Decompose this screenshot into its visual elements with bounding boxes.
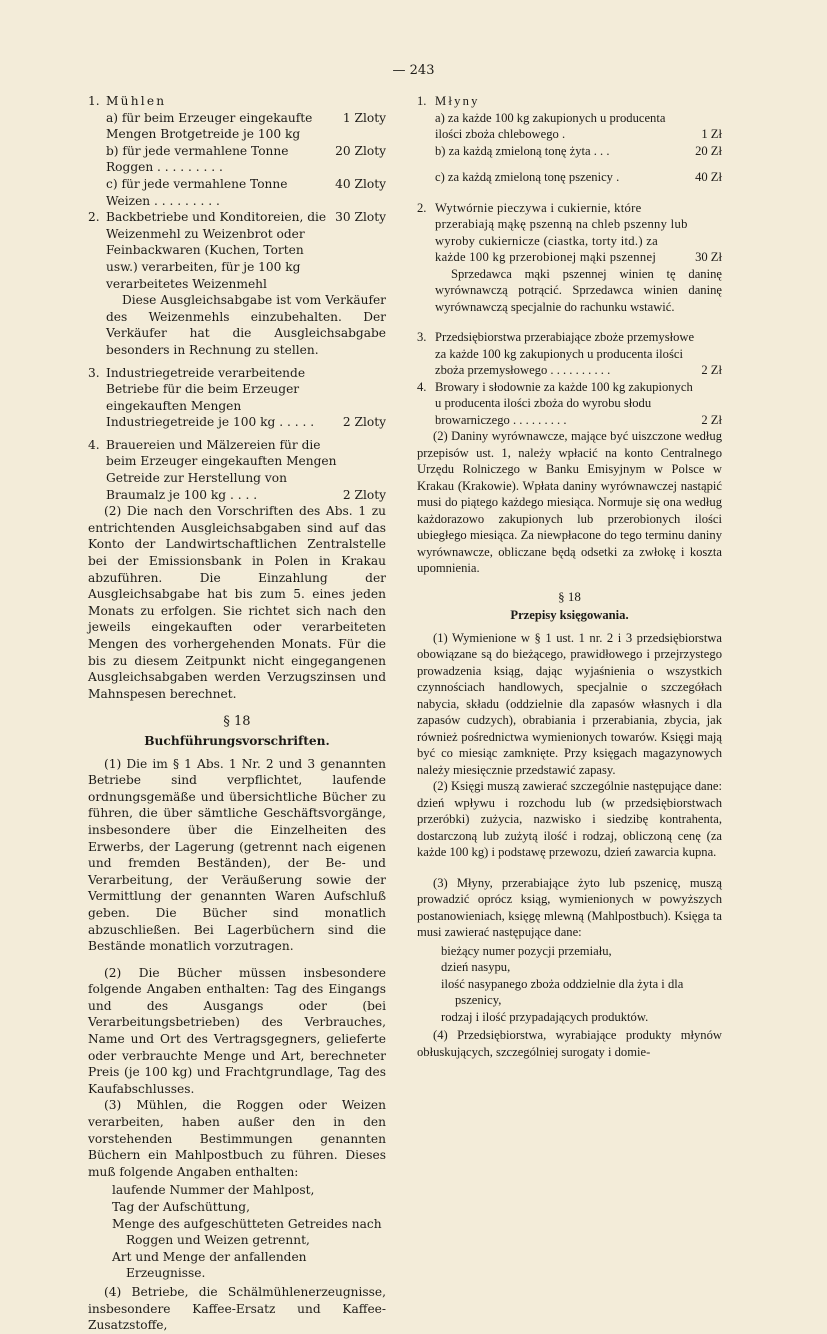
list-item: Tag der Aufschüttung, xyxy=(112,1200,250,1214)
pl-item-2-value: 30 Zł xyxy=(695,250,722,264)
list-item: laufende Nummer der Mahlpost, xyxy=(112,1183,315,1198)
de-item-1c-text: c) für jede vermahlene Tonne Weizen . . . . . . . . . xyxy=(106,176,288,208)
pl-item-4 xyxy=(417,379,722,429)
pl-section-number: § 18 xyxy=(558,588,581,604)
de-section-p3: (3) Mühlen, die Roggen oder Weizen verarbeiten, haben außer den in den vorstehenden Bestimmungen genannten Büchern ein Mahlpostbuch zu führen. Dieses muß folgende Angaben enthalten: xyxy=(88,1098,386,1179)
page-number: — 243 xyxy=(392,63,435,78)
de-item-4-text: Brauereien und Mälzereien für die beim Erzeuger eingekauften Mengen Getreide zur Herstellung von Braumalz je 100 kg . . . . xyxy=(106,437,337,502)
pl-section-p2: (2) Księgi muszą zawierać szczególnie następujące dane: dzień wpływu i rozchodu lub (w przedsiębiorstwach przeróbki) zużycia, nazwisko i siedzibę kontrahenta, dostarczoną lub zużytą ilość i rodzaj, obliczoną cenę (za każde 100 kg) i podstawę przewozu, dzień zawarcia kupna. xyxy=(417,779,722,859)
list-item: Art und Menge der anfallenden Erzeugnisse. xyxy=(112,1249,307,1281)
list-item: bieżący numer pozycji przemiału, xyxy=(441,943,612,958)
pl-item-4-number: 4. xyxy=(417,379,427,394)
pl-section-p3: (3) Młyny, przerabiające żyto lub pszenicę, muszą prowadzić oprócz ksiąg, wymienionych w powyższych postanowieniach, księgę mlewną (Mahlpostbuch). Księga ta musi zawierać następujące dane: xyxy=(417,875,722,939)
pl-item-1-number: 1. xyxy=(417,94,427,108)
pl-item-1c-value: 40 Zł xyxy=(695,170,722,184)
de-item-4-value: 2 Zloty xyxy=(342,487,386,502)
pl-item-3 xyxy=(417,329,722,379)
pl-item-1 xyxy=(417,93,722,186)
de-item-1a xyxy=(106,110,386,143)
de-item-1b xyxy=(106,143,386,176)
de-item-2 xyxy=(88,209,386,358)
de-section-p4: (4) Betriebe, die Schälmühlenerzeugnisse, insbesondere Kaffee-Ersatz und Kaffee-Zusatzstoffe, xyxy=(88,1284,386,1333)
de-item-2-value: 30 Zloty xyxy=(335,210,386,225)
list-item: ilość nasypanego zboża oddzielnie dla żyta i dla pszenicy, xyxy=(441,976,684,1007)
de-item-3-number: 3. xyxy=(88,365,100,380)
de-item-1-title: Mühlen xyxy=(106,94,167,108)
pl-item-1c-text: c) za każdą zmieloną tonę pszenicy . xyxy=(435,170,620,184)
de-item-2-number: 2. xyxy=(88,210,100,225)
de-item-2-row xyxy=(106,209,386,292)
de-item-1a-text: a) für beim Erzeuger eingekaufte Mengen Brotgetreide je 100 kg xyxy=(106,110,313,142)
de-section-p1: (1) Die im § 1 Abs. 1 Nr. 2 und 3 genannten Betriebe sind verpflichtet, laufende ordnungsgemäße und übersichtliche Bücher zu führen, die über sämtliche Geschäftsvorgänge, insbesondere über die Einzelheiten des Erwerbs, der Lagerung (getrennt nach eigenen und fremden Beständen), der Be- und Verarbeitung, der Veräußerung sowie der Vermittlung der genannten Waren Aufschluß geben. Die Bücher sind monatlich abzuschließen. Bei Lagerbüchern sind die Bestände monatlich vorzutragen. xyxy=(88,756,386,954)
de-paragraph-2: (2) Die nach den Vorschriften des Abs. 1 zu entrichtenden Ausgleichsabgaben sind auf das Konto der Landwirtschaftlichen Zentralstelle bei der Emissionsbank in Polen in Krakau abzuführen. Die Einzahlung der Ausgleichsabgabe hat bis zum 5. eines jeden Monats zu erfolgen. Sie richtet sich nach den jeweils eingekauften oder verarbeiteten Mengen des vorhergehenden Monats. Für die bis zu diesem Zeitpunkt nicht eingegangenen Ausgleichsabgaben werden Verzugszinsen und Mahnspesen berechnet. xyxy=(88,504,386,701)
pl-item-1b xyxy=(435,143,722,160)
pl-section-p4: (4) Przedsiębiorstwa, wyrabiające produkty młynów obłuskujących, szczególniej surogaty i domie- xyxy=(417,1028,722,1059)
de-item-2-note: Diese Ausgleichsabgabe ist vom Verkäufer des Weizenmehls einzubehalten. Der Verkäufer hat die Ausgleichsabgabe besonders in Rechnung zu stellen. xyxy=(106,293,386,357)
polish-column xyxy=(417,93,722,1060)
de-section-title: Buchführungsvorschriften. xyxy=(144,733,330,748)
pl-item-1b-value: 20 Zł xyxy=(695,143,722,158)
pl-item-2-note: Sprzedawca mąki pszennej winien tę daninę wyrównawczą potrącić. Sprzedawca winien daninę wyrównawczą specjalnie do rachunku wstawić. xyxy=(435,266,722,314)
pl-item-3-value: 2 Zł xyxy=(701,363,722,377)
de-item-1a-value: 1 Zloty xyxy=(342,110,386,125)
pl-item-2-text: Wytwórnie pieczywa i cukiernie, które przerabiają mąkę pszenną na chleb pszenny lub wyroby cukiernicze (ciastka, torty itd.) za każde 100 kg przerobionej mąki pszennej xyxy=(435,200,688,264)
de-item-2-text: Backbetriebe und Konditoreien, die Weizenmehl zu Weizenbrot oder Feinbackwaren (Kuchen, Torten usw.) verarbeiten, für je 100 kg verarbeitetes Weizenmehl xyxy=(106,210,327,291)
pl-item-3-text: Przedsiębiorstwa przerabiające zboże przemysłowe za każde 100 kg zakupionych u producenta ilości zboża przemysłowego . . . . . . . . . . xyxy=(435,330,695,377)
pl-item-4-text: Browary i słodownie za każde 100 kg zakupionych u producenta ilości zboża do wyrobu słodu browarniczego . . . . . . . . . xyxy=(435,379,693,427)
de-item-1b-text: b) für jede vermahlene Tonne Roggen . . . . . . . . . xyxy=(106,143,289,175)
german-column xyxy=(88,93,386,1334)
de-section-number: § 18 xyxy=(223,714,251,730)
de-item-1b-value: 20 Zloty xyxy=(335,143,386,158)
list-item: dzień nasypu, xyxy=(441,960,511,974)
pl-item-2-number: 2. xyxy=(417,200,427,215)
de-item-3 xyxy=(88,365,386,431)
de-item-4 xyxy=(88,437,386,503)
pl-mahlpost-list xyxy=(441,943,722,1026)
pl-item-3-number: 3. xyxy=(417,330,427,344)
pl-section-p1: (1) Wymienione w § 1 ust. 1 nr. 2 i 3 przedsiębiorstwa obowiązane są do bieżącego, prawidłowego i przejrzystego prowadzenia ksiąg, dając wyjaśnienia o wszystkich czynnościach handlowych, specjalnie o szczegółach nabycia, składu (oddzielnie dla zapasów własnych i dla zapasów cudzych), obrabiania i przerabiania, zbycia, jak również pośrednictwa wymienionych towarów. Księgi mają być co miesiąc zamknięte. Przy księgach magazynowych należy miesięcznie przedstawić zapasy. xyxy=(417,630,722,777)
pl-item-1b-text: b) za każdą zmieloną tonę żyta . . . xyxy=(435,143,610,158)
pl-item-2-row xyxy=(435,200,722,266)
de-item-1c-value: 40 Zloty xyxy=(335,176,386,191)
list-item: Menge des aufgeschütteten Getreides nach Roggen und Weizen getrennt, xyxy=(112,1216,382,1248)
de-item-1-number: 1. xyxy=(88,94,100,108)
pl-item-1a-text: a) za każde 100 kg zakupionych u producenta ilości zboża chlebowego . xyxy=(435,110,666,141)
de-item-1 xyxy=(88,93,386,209)
pl-item-2 xyxy=(417,200,722,316)
pl-item-1-title: Młyny xyxy=(435,94,480,108)
list-item: rodzaj i ilość przypadających produktów. xyxy=(441,1009,649,1024)
pl-paragraph-2: (2) Daniny wyrównawcze, mające być uiszczone według przepisów ust. 1, należy wpłacić na konto Centralnego Urzędu Rolniczego w Banku Emisyjnym w Polsce w Krakau (Krakowie). Wpłata daniny wyrównawczej nastąpić musi do piątego każdego miesiąca. Normuje się ona według każdorazowo zakupionych lub przerobionych ilości ubiegłego miesiąca. Za niewpłacone do tego terminu daniny wyrównawcze, obliczane będą odsetki za zwłokę i koszta upomnienia. xyxy=(417,429,722,575)
de-mahlpost-list xyxy=(112,1182,386,1282)
de-item-3-text: Industriegetreide verarbeitende Betriebe für die beim Erzeuger eingekauften Mengen Industriegetreide je 100 kg . . . . . xyxy=(106,365,315,430)
pl-item-1c xyxy=(435,169,722,186)
de-item-3-value: 2 Zloty xyxy=(342,415,386,430)
de-item-4-number: 4. xyxy=(88,437,100,452)
pl-item-1a xyxy=(435,110,722,143)
de-item-1c xyxy=(106,176,386,209)
pl-section-title: Przepisy księgowania. xyxy=(510,608,629,622)
pl-item-1a-value: 1 Zł xyxy=(701,127,722,141)
pl-item-4-value: 2 Zł xyxy=(701,412,722,427)
de-section-p2: (2) Die Bücher müssen insbesondere folgende Angaben enthalten: Tag des Eingangs und des Ausgangs oder (bei Verarbeitungsbetrieben) des Verbrauches, Name und Ort des Vertragsgegners, gelieferte oder verbrauchte Menge und Art, berechneter Preis (je 100 kg) und Frachtgrundlage, Tag des Kaufabschlusses. xyxy=(88,965,386,1096)
